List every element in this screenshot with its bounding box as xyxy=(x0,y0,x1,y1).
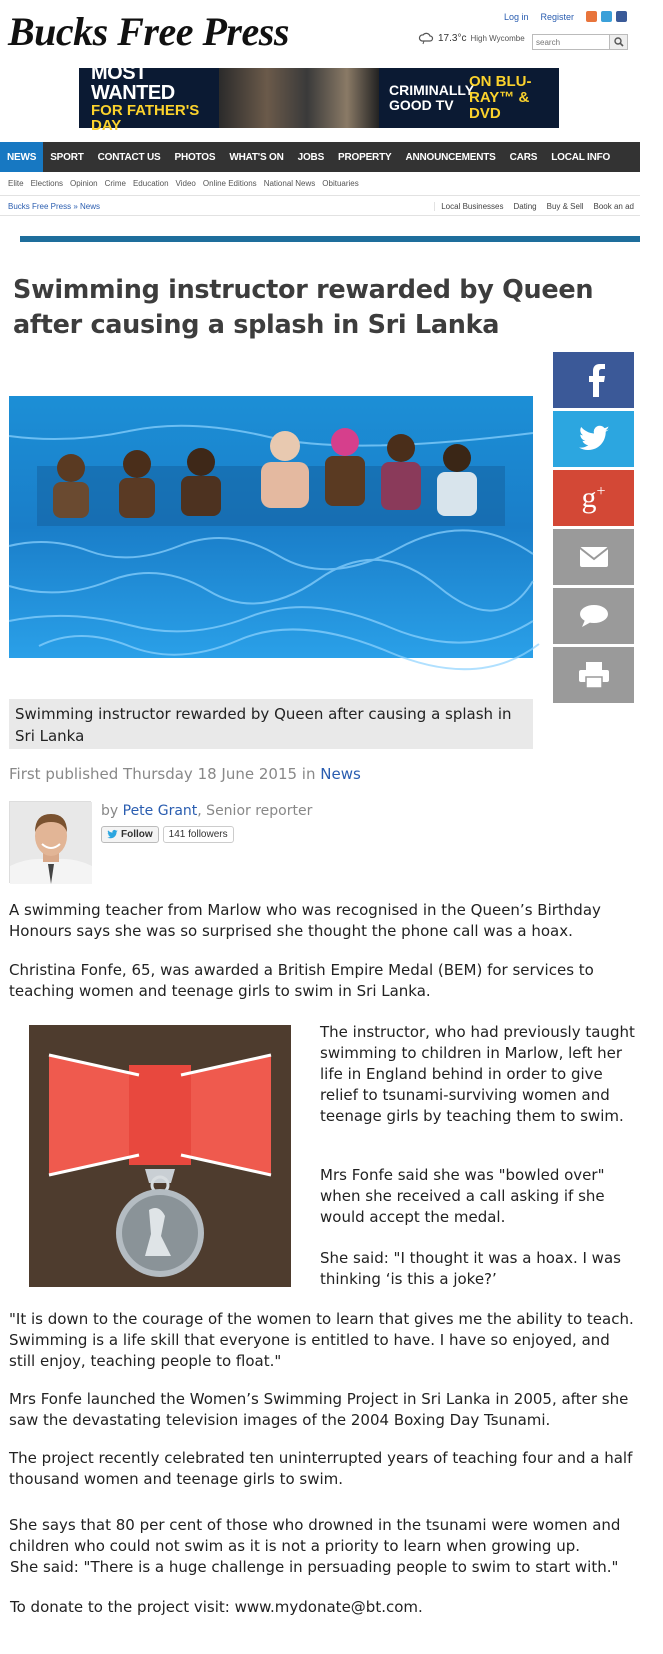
author-avatar[interactable] xyxy=(9,801,91,883)
facebook-icon xyxy=(579,363,609,397)
email-icon xyxy=(579,546,609,568)
share-comment-button[interactable] xyxy=(553,588,634,644)
pool-photo xyxy=(9,396,533,658)
paragraph-6-clip xyxy=(9,1515,634,1555)
search-input[interactable] xyxy=(533,35,609,49)
share-twitter-button[interactable] xyxy=(553,411,634,467)
advert-banner[interactable] xyxy=(79,62,559,134)
subnav-item[interactable]: Education xyxy=(132,179,169,188)
service-link[interactable]: Book an ad xyxy=(593,202,634,211)
breadcrumb-row xyxy=(0,195,640,216)
nav-item-contact-us[interactable]: CONTACT US xyxy=(97,151,161,163)
banner-line2: FOR FATHER'S DAY xyxy=(91,102,200,134)
paragraph-8: To donate to the project visit: www.mydonate@bt.com. xyxy=(10,1598,423,1616)
follow-label: Follow xyxy=(121,829,153,840)
nav-item-photos[interactable]: PHOTOS xyxy=(174,151,216,163)
author-byline xyxy=(101,803,312,819)
login-link[interactable]: Log in xyxy=(504,12,529,22)
image-caption: Swimming instructor rewarded by Queen after causing a splash in Sri Lanka xyxy=(9,699,533,749)
nav-item-news[interactable]: NEWS xyxy=(0,142,43,172)
header-social-icons xyxy=(586,11,627,22)
nav-item-property[interactable]: PROPERTY xyxy=(338,151,392,163)
nav-item-jobs[interactable]: JOBS xyxy=(297,151,325,163)
banner-photo xyxy=(219,68,379,128)
search-button[interactable] xyxy=(609,35,627,49)
banner-line4: ON BLU-RAY™ & DVD xyxy=(469,73,532,122)
main-nav xyxy=(0,142,640,172)
nav-item-sport[interactable]: SPORT xyxy=(50,151,84,163)
follow-button[interactable] xyxy=(101,826,159,843)
paragraph-2: Christina Fonfe, 65, was awarded a British Empire Medal (BEM) for services to teaching women and teenage girls to swim in Sri Lanka. xyxy=(9,961,594,1000)
banner-line1: MOST WANTED xyxy=(91,62,175,104)
byline-prefix: by xyxy=(101,803,119,819)
share-email-button[interactable] xyxy=(553,529,634,585)
register-link[interactable]: Register xyxy=(540,12,575,22)
sub-nav xyxy=(8,179,359,188)
share-print-button[interactable] xyxy=(553,647,634,703)
paragraph-7: She said: "There is a huge challenge in persuading people to swim to start with." xyxy=(10,1558,619,1576)
facebook-small-icon[interactable] xyxy=(616,11,627,22)
article-headline: Swimming instructor rewarded by Queen after causing a splash in Sri Lanka xyxy=(13,275,594,340)
site-logo[interactable]: Bucks Free Press xyxy=(8,9,289,54)
comment-icon xyxy=(579,604,609,628)
subnav-item[interactable]: Opinion xyxy=(70,179,98,188)
subnav-item[interactable]: Elections xyxy=(30,179,64,188)
banner-left-text xyxy=(79,63,219,133)
paragraph-5: The project recently celebrated ten uninterrupted years of teaching four and a half thousand women and teenage girls to swim. xyxy=(9,1449,633,1488)
twitter-bird-icon xyxy=(107,830,118,839)
subnav-item[interactable]: Obituaries xyxy=(322,179,359,188)
service-link[interactable]: Buy & Sell xyxy=(546,202,584,211)
subnav-item[interactable]: Online Editions xyxy=(202,179,257,188)
subnav-item[interactable]: Elite xyxy=(8,179,24,188)
google-plus-icon: g+ xyxy=(581,481,606,514)
account-links xyxy=(504,12,586,22)
nav-item-cars[interactable]: CARS xyxy=(509,151,538,163)
search-icon xyxy=(614,37,624,47)
nav-item-what-s-on[interactable]: WHAT'S ON xyxy=(229,151,284,163)
author-name-link[interactable]: Pete Grant xyxy=(122,803,198,819)
twitter-follow-widget xyxy=(101,826,234,843)
side-paragraph-2: Mrs Fonfe said she was "bowled over" when she received a call asking if she would accept the medal. xyxy=(320,1166,605,1226)
paragraph-3: "It is down to the courage of the women to learn that gives me the ability to teach. Swimming is a life skill that everyone is entitled to have. I have so enjoyed, and still enjoy, teaching people to float." xyxy=(9,1310,634,1370)
search-box xyxy=(532,34,628,50)
banner-line3: CRIMINALLY GOOD TV xyxy=(389,82,474,113)
weather-cloud-icon xyxy=(418,32,434,44)
email-small-icon[interactable] xyxy=(601,11,612,22)
side-paragraph-3: She said: "I thought it was a hoax. I was thinking ‘is this a joke?’ xyxy=(320,1249,621,1288)
section-divider xyxy=(20,236,640,242)
temperature: 17.3°c xyxy=(438,32,467,44)
weather-widget xyxy=(418,32,525,44)
followers-count: 141 followers xyxy=(163,826,234,843)
nav-item-local-info[interactable]: LOCAL INFO xyxy=(551,151,611,163)
service-link[interactable]: Local Businesses xyxy=(434,202,503,211)
author-role: , Senior reporter xyxy=(197,803,313,819)
subnav-item[interactable]: Video xyxy=(175,179,196,188)
print-icon xyxy=(579,662,609,688)
published-date: First published Thursday 18 June 2015 in xyxy=(9,765,316,783)
weather-location: High Wycombe xyxy=(470,33,525,43)
side-paragraph-1: The instructor, who had previously taught swimming to children in Marlow, left her life in England behind in order to give relief to tsunami-surviving women and teenage girls by teaching them to swim. xyxy=(320,1023,635,1125)
paragraph-6: She says that 80 per cent of those who drowned in the tsunami were women and children who could not swim as it is not a priority to learn when growing up. xyxy=(9,1516,621,1555)
nav-item-announcements[interactable]: ANNOUNCEMENTS xyxy=(405,151,496,163)
breadcrumb[interactable]: Bucks Free Press » News xyxy=(8,202,101,211)
paragraph-4: Mrs Fonfe launched the Women’s Swimming Project in Sri Lanka in 2005, after she saw the devastating television images of the 2004 Boxing Day Tsunami. xyxy=(9,1390,629,1429)
service-link[interactable]: Dating xyxy=(513,202,537,211)
subnav-item[interactable]: Crime xyxy=(104,179,126,188)
paragraph-1: A swimming teacher from Marlow who was recognised in the Queen’s Birthday Honours says she was so surprised she thought the phone call was a hoax. xyxy=(9,901,601,940)
published-section-link[interactable]: News xyxy=(320,765,361,783)
share-facebook-button[interactable] xyxy=(553,352,634,408)
subnav-item[interactable]: National News xyxy=(263,179,316,188)
published-line xyxy=(9,765,361,783)
share-google-plus-button[interactable] xyxy=(553,470,634,526)
medal-image[interactable] xyxy=(29,1025,291,1287)
article-hero-image[interactable] xyxy=(9,396,533,658)
twitter-icon xyxy=(579,426,609,452)
rss-icon[interactable] xyxy=(586,11,597,22)
services-links xyxy=(434,202,634,211)
